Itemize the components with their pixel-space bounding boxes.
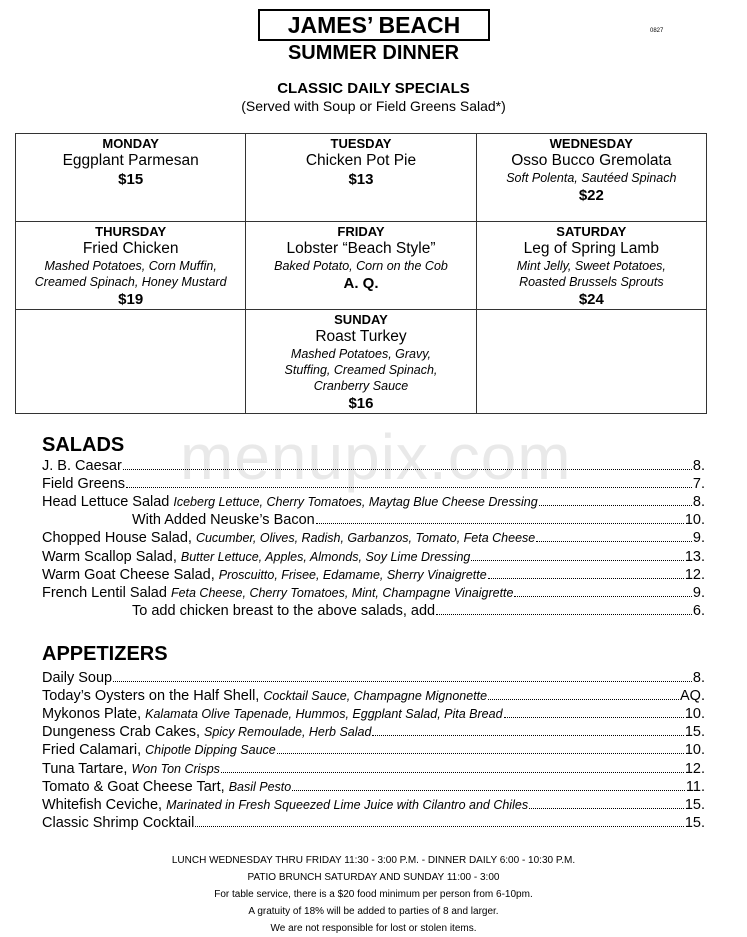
special-desc: Cranberry Sauce (313, 379, 409, 393)
menu-item (42, 814, 705, 832)
menu-item (42, 778, 705, 796)
footer-line: LUNCH WEDNESDAY THRU FRIDAY 11:30 - 3:00 P.M. - DINNER DAILY 6:00 - 10:30 P.M. (171, 855, 576, 866)
menu-item (42, 566, 705, 584)
dot-leader (316, 522, 684, 524)
menu-item (42, 687, 705, 705)
menu-item (42, 548, 705, 566)
item-name: Whitefish Ceviche, (42, 796, 163, 813)
dot-leader (488, 577, 684, 579)
specials-grid (15, 133, 707, 414)
item-price: 10. (684, 742, 705, 759)
item-price: 12. (684, 760, 705, 777)
item-price: 8. (692, 670, 705, 686)
menu-item (132, 511, 705, 529)
item-name: Warm Goat Cheese Salad, (42, 566, 215, 583)
special-desc: Soft Polenta, Sautéed Spinach (506, 171, 677, 185)
item-price: 10. (684, 512, 705, 529)
menu-item (42, 475, 705, 493)
special-cell (476, 222, 706, 310)
item-desc: Won Ton Crisps (131, 761, 220, 776)
item-desc: Proscuitto, Frisee, Edamame, Sherry Vinaigrette (218, 567, 487, 582)
item-desc: Basil Pesto (228, 779, 292, 794)
item-name: J. B. Caesar (42, 458, 122, 474)
special-desc: Mint Jelly, Sweet Potatoes, (516, 259, 666, 273)
item-name: Fried Calamari, (42, 742, 142, 759)
dot-leader (539, 504, 692, 506)
item-name: Field Greens (42, 476, 126, 493)
menu-item (42, 584, 705, 602)
menu-item (42, 723, 705, 741)
item-desc: Kalamata Olive Tapenade, Hummos, Eggplant Salad, Pita Bread (145, 707, 503, 722)
item-name: French Lentil Salad (42, 584, 167, 601)
special-desc: Mashed Potatoes, Gravy, (290, 347, 432, 361)
special-day: WEDNESDAY (549, 136, 633, 151)
item-name: Today’s Oysters on the Half Shell, (42, 688, 260, 705)
item-price: AQ. (680, 688, 705, 705)
item-price: 11. (685, 778, 705, 795)
special-dish: Osso Bucco Gremolata (511, 152, 672, 169)
special-cell (246, 222, 476, 310)
item-desc: Feta Cheese, Cherry Tomatoes, Mint, Champagne Vinaigrette (170, 585, 514, 600)
item-desc: Spicy Remoulade, Herb Salad (203, 725, 372, 740)
special-cell (16, 222, 246, 310)
special-desc: Mashed Potatoes, Corn Muffin, (44, 259, 217, 273)
item-name: With Added Neuske’s Bacon (132, 512, 315, 529)
footer-line: We are not responsible for lost or stolen items. (270, 923, 477, 934)
special-dish: Roast Turkey (315, 328, 407, 345)
dot-leader (504, 716, 684, 718)
item-price: 8. (692, 494, 705, 511)
item-desc: Cucumber, Olives, Radish, Garbanzos, Tomato, Feta Cheese (195, 531, 536, 546)
dot-leader (436, 613, 692, 615)
appetizers-heading: APPETIZERS (42, 643, 168, 665)
special-day: FRIDAY (337, 224, 385, 239)
special-day: SATURDAY (556, 224, 627, 239)
item-name: Daily Soup (42, 670, 113, 686)
item-name: Tomato & Goat Cheese Tart, (42, 778, 225, 795)
footer-notes (0, 852, 747, 937)
special-desc: Creamed Spinach, Honey Mustard (34, 275, 227, 289)
special-cell (16, 134, 246, 222)
special-price: $16 (348, 395, 374, 412)
special-cell (476, 134, 706, 222)
special-desc: Roasted Brussels Sprouts (519, 275, 664, 289)
menu-code: 0827 (650, 28, 664, 34)
item-name: Head Lettuce Salad (42, 494, 170, 511)
dot-leader (126, 486, 692, 488)
item-desc: Butter Lettuce, Apples, Almonds, Soy Lime Dressing (180, 549, 471, 564)
item-price: 15. (684, 796, 705, 813)
menu-item (42, 760, 705, 778)
menu-item (42, 669, 705, 687)
item-price: 9. (692, 584, 705, 601)
item-price: 15. (684, 814, 705, 831)
dot-leader (292, 789, 685, 791)
special-price: $15 (118, 171, 144, 188)
menu-item (42, 457, 705, 475)
special-day: TUESDAY (330, 136, 392, 151)
dot-leader (277, 752, 684, 754)
item-price: 8. (692, 458, 705, 474)
dot-leader (471, 559, 683, 561)
dot-leader (514, 595, 691, 597)
menu-item (42, 796, 705, 814)
item-price: 9. (692, 530, 705, 547)
item-price: 7. (692, 476, 705, 493)
item-price: 10. (684, 706, 705, 723)
empty-cell (16, 310, 246, 414)
item-desc: Marinated in Fresh Squeezed Lime Juice with Cilantro and Chiles (166, 797, 529, 812)
dot-leader (221, 771, 684, 773)
specials-title: CLASSIC DAILY SPECIALS (277, 80, 470, 97)
special-price: $24 (578, 291, 604, 308)
special-price: $22 (578, 187, 604, 204)
dot-leader (372, 734, 683, 736)
item-price: 13. (684, 548, 705, 565)
item-name: Tuna Tartare, (42, 760, 128, 777)
salads-heading: SALADS (42, 434, 125, 456)
menu-item (42, 493, 705, 511)
special-price: $19 (118, 291, 144, 308)
dot-leader (536, 540, 692, 542)
dot-leader (123, 468, 692, 470)
item-desc: Iceberg Lettuce, Cherry Tomatoes, Maytag Blue Cheese Dressing (173, 495, 538, 510)
special-dish: Leg of Spring Lamb (523, 240, 659, 257)
special-dish: Lobster “Beach Style” (286, 240, 436, 257)
footer-line: PATIO BRUNCH SATURDAY AND SUNDAY 11:00 - 3:00 (247, 872, 500, 883)
item-price: 15. (684, 724, 705, 741)
item-desc: Chipotle Dipping Sauce (145, 743, 276, 758)
item-price: 6. (692, 602, 705, 619)
special-dish: Chicken Pot Pie (305, 152, 417, 169)
special-desc: Stuffing, Creamed Spinach, (284, 363, 438, 377)
menu-item (42, 705, 705, 723)
item-name: To add chicken breast to the above salads, add (132, 602, 436, 619)
item-name: Chopped House Salad, (42, 530, 192, 547)
restaurant-name: JAMES’ BEACH (258, 9, 490, 41)
footer-line: A gratuity of 18% will be added to parties of 8 and larger. (248, 906, 499, 917)
special-day: THURSDAY (95, 224, 167, 239)
dot-leader (113, 680, 692, 682)
item-name: Dungeness Crab Cakes, (42, 724, 200, 741)
special-day: MONDAY (102, 136, 159, 151)
item-price: 12. (684, 566, 705, 583)
special-day: SUNDAY (334, 312, 388, 327)
menu-item (42, 741, 705, 759)
special-dish: Eggplant Parmesan (62, 152, 199, 169)
item-name: Mykonos Plate, (42, 706, 142, 723)
special-price: $13 (348, 171, 374, 188)
item-name: Warm Scallop Salad, (42, 548, 177, 565)
dot-leader (195, 825, 684, 827)
menu-item (132, 602, 705, 620)
special-dish: Fried Chicken (82, 240, 179, 257)
watermark: menupix.com (180, 421, 572, 493)
special-cell (246, 310, 476, 414)
dot-leader (488, 698, 679, 700)
specials-subtitle: (Served with Soup or Field Greens Salad*) (241, 98, 506, 114)
menu-item (42, 529, 705, 547)
footer-line: For table service, there is a $20 food minimum per person from 6-10pm. (214, 889, 533, 900)
special-desc: Baked Potato, Corn on the Cob (274, 259, 448, 273)
special-price: A. Q. (343, 275, 379, 292)
menu-title: SUMMER DINNER (287, 42, 460, 64)
item-name: Classic Shrimp Cocktail (42, 814, 195, 831)
dot-leader (529, 807, 684, 809)
special-cell (246, 134, 476, 222)
empty-cell (476, 310, 706, 414)
item-desc: Cocktail Sauce, Champagne Mignonette (263, 689, 488, 704)
